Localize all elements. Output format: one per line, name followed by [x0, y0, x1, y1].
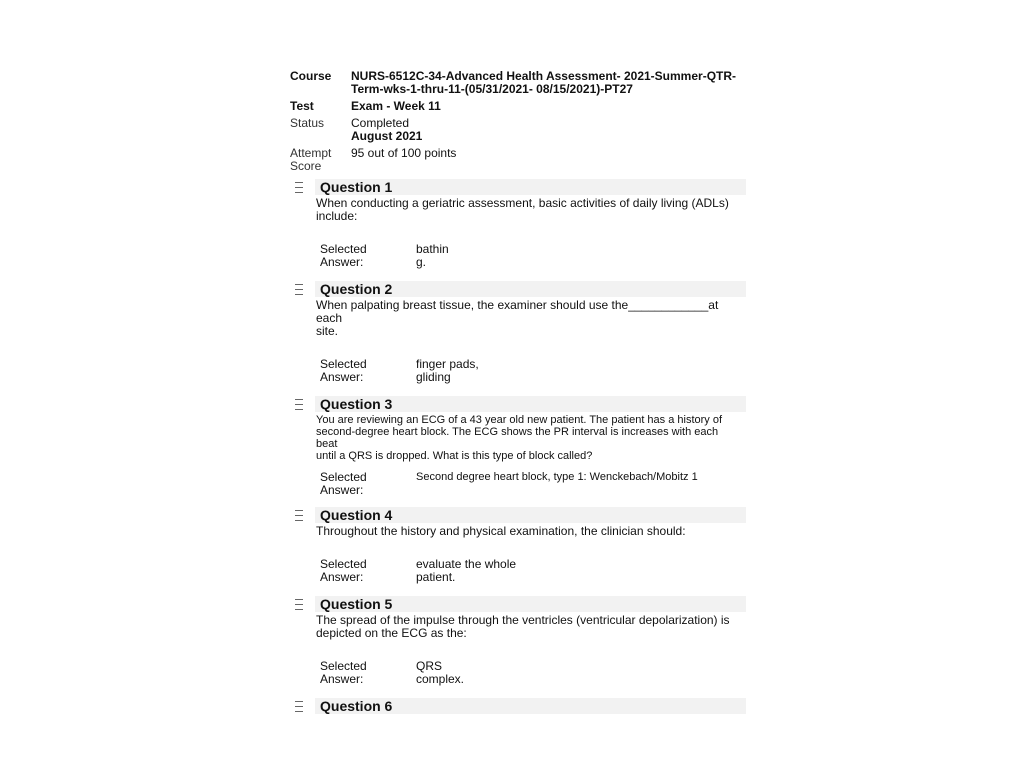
question-header[interactable]	[290, 596, 746, 612]
attempt-label-line1: Attempt	[290, 146, 332, 160]
attempt-details	[290, 70, 746, 175]
question-text-line: You are reviewing an ECG of a 43 year old new patient. The patient has a history of	[316, 414, 723, 426]
test-label: Test	[290, 99, 314, 113]
selected-answer-value	[416, 558, 736, 584]
selected-answer-label	[320, 243, 400, 269]
answer-value-line: g.	[416, 255, 427, 269]
selected-answer	[320, 358, 746, 388]
question-header[interactable]	[290, 698, 746, 714]
answer-label-line: Answer:	[320, 255, 364, 269]
exam-results-page	[290, 70, 746, 714]
course-value	[351, 70, 746, 96]
drag-handle-icon[interactable]	[295, 283, 303, 295]
course-value-line1: NURS-6512C-34-Advanced Health Assessment- 2021-Summer-QTR-	[351, 69, 737, 83]
question-header[interactable]	[290, 396, 746, 412]
drag-handle-icon[interactable]	[295, 398, 303, 410]
answer-label-line: Answer:	[320, 370, 364, 384]
question-text-line: Throughout the history and physical examination, the clinician should:	[316, 524, 686, 538]
question-text-line: second-degree heart block. The ECG shows the PR interval is increases with each beat	[316, 426, 719, 450]
answer-value-line: gliding	[416, 370, 451, 384]
selected-answer-label	[320, 471, 400, 497]
question-title: Question 4	[320, 507, 393, 523]
attempt-score-label	[290, 147, 346, 173]
question-header[interactable]	[290, 281, 746, 297]
selected-answer-value	[416, 660, 736, 686]
selected-answer	[320, 243, 746, 273]
question-text-line: depicted on the ECG as the:	[316, 626, 467, 640]
status-date: August 2021	[351, 129, 423, 143]
question-text	[316, 414, 746, 462]
selected-answer-value	[416, 358, 736, 384]
question-text-line: until a QRS is dropped. What is this type of block called?	[316, 450, 593, 462]
answer-value-line: finger pads,	[416, 357, 479, 371]
question-text-line: When palpating breast tissue, the examiner should use the____________at each	[316, 298, 719, 325]
answer-label-line: Selected	[320, 557, 367, 571]
answer-value-line: bathin	[416, 242, 449, 256]
selected-answer-value	[416, 243, 736, 269]
question-header[interactable]	[290, 179, 746, 195]
status-text: Completed	[351, 116, 410, 130]
question-text	[316, 299, 746, 338]
selected-answer-value	[416, 471, 736, 484]
test-row	[290, 100, 746, 117]
answer-label-line: Selected	[320, 242, 367, 256]
question-title: Question 3	[320, 396, 393, 412]
question-title: Question 5	[320, 596, 393, 612]
drag-handle-icon[interactable]	[295, 598, 303, 610]
question-text	[316, 525, 746, 538]
course-label: Course	[290, 69, 332, 83]
question-header[interactable]	[290, 507, 746, 523]
question-text-line: When conducting a geriatric assessment, basic activities of daily living (ADLs)	[316, 196, 729, 210]
selected-answer-label	[320, 558, 400, 584]
selected-answer	[320, 558, 746, 588]
question-text-line: The spread of the impulse through the ventricles (ventricular depolarization) is	[316, 613, 730, 627]
selected-answer-label	[320, 660, 400, 686]
attempt-score-row	[290, 147, 746, 175]
answer-label-line: Answer:	[320, 672, 364, 686]
answer-value-line: complex.	[416, 672, 465, 686]
answer-value-line: Second degree heart block, type 1: Wenckebach/Mobitz 1	[416, 471, 698, 483]
course-row	[290, 70, 746, 98]
answer-label-line: Selected	[320, 470, 367, 484]
answer-label-line: Selected	[320, 357, 367, 371]
answer-value-line: patient.	[416, 570, 456, 584]
test-value: Exam - Week 11	[351, 99, 441, 113]
selected-answer	[320, 471, 746, 501]
answer-value-line: evaluate the whole	[416, 557, 517, 571]
drag-handle-icon[interactable]	[295, 181, 303, 193]
answer-label-line: Answer:	[320, 483, 364, 497]
status-row	[290, 117, 746, 147]
status-value	[351, 117, 746, 143]
status-label: Status	[290, 116, 325, 130]
answer-label-line: Answer:	[320, 570, 364, 584]
drag-handle-icon[interactable]	[295, 700, 303, 712]
drag-handle-icon[interactable]	[295, 509, 303, 521]
selected-answer	[320, 660, 746, 690]
course-value-line2: Term-wks-1-thru-11-(05/31/2021- 08/15/2021)-PT27	[351, 82, 633, 96]
question-text	[316, 197, 746, 223]
attempt-label-line2: Score	[290, 159, 322, 173]
question-text	[316, 614, 746, 640]
answer-label-line: Selected	[320, 659, 367, 673]
attempt-score-value: 95 out of 100 points	[351, 146, 457, 160]
question-title: Question 1	[320, 179, 393, 195]
selected-answer-label	[320, 358, 400, 384]
question-title: Question 2	[320, 281, 393, 297]
answer-value-line: QRS	[416, 659, 443, 673]
question-text-line: site.	[316, 324, 339, 338]
question-text-line: include:	[316, 209, 358, 223]
question-title: Question 6	[320, 698, 393, 714]
